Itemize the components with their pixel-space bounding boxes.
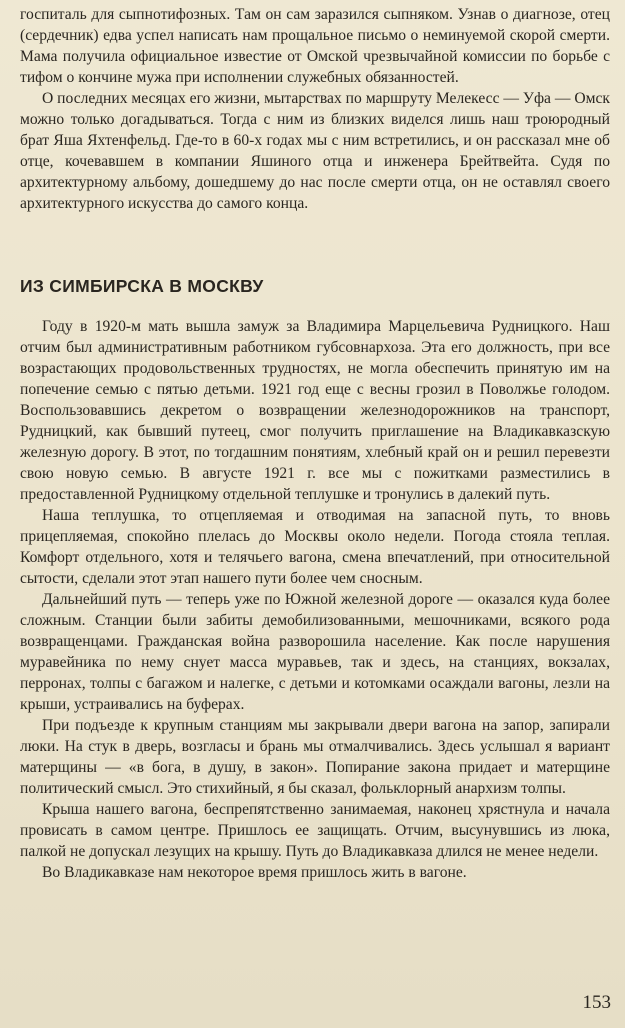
paragraph: Году в 1920-м мать вышла замуж за Владимира Марцельевича Рудницкого. Наш отчим был административным работником губсовнархоза. Эта его должность, при все возрастающих продовольственных трудностях, не могла обеспечить принятую им на попечение семью с пятью детьми. 1921 год еще с весны грозил в Поволжье голодом. Воспользовавшись декретом о возвращении железнодорожников на транспорт, Рудницкий, как бывший путеец, смог получить приглашение на Владикавказскую железную дорогу. В этот, по тогдашним понятиям, хлебный край он и решил перевезти свою новую семью. В августе 1921 г. все мы с пожитками разместились в предоставленной Рудницкому отдельной теплушке и тронулись в далекий путь. xyxy=(20,318,610,503)
paragraph: Крыша нашего вагона, беспрепятственно занимаемая, наконец хрястнула и начала провисать в самом центре. Пришлось ее защищать. Отчим, высунувшись из люка, палкой не допускал лезущих на крышу. Путь до Владикавказа длился не менее недели. xyxy=(20,801,610,860)
top-text-block xyxy=(20,4,610,214)
paragraph: О последних месяцах его жизни, мытарствах по маршруту Мелекесс — Уфа — Омск можно только догадываться. Тогда с ним из близких виделся лишь наш троюродный брат Яша Яхтенфельд. Где-то в 60-х годах мы с ним встретились, и он рассказал мне об отце, кочевавшем в компании Яшиного отца и инженера Брейтвейта. Судя по архитектурному альбому, дошедшему до нас после смерти отца, он не оставлял своего архитектурного искусства до самого конца. xyxy=(20,90,610,212)
paragraph: Дальнейший путь — теперь уже по Южной железной дороге — оказался куда более сложным. Станции были забиты демобилизованными, мешочниками, всякого рода возвращенцами. Гражданская война разворошила население. Как после нарушения муравейника по нему снует масса муравьев, так и здесь, на станциях, вокзалах, перронах, толпы с багажом и налегке, с детьми и котомками осаждали вагоны, лезли на крыши, устраивались на буферах. xyxy=(20,591,610,713)
page-number: 153 xyxy=(582,992,611,1013)
paragraph: Наша теплушка, то отцепляемая и отводимая на запасной путь, то вновь прицепляемая, спокойно плелась до Москвы около недели. Погода стояла теплая. Комфорт отдельного, хотя и телячьего вагона, смена впечатлений, при относительной сытости, сделали этот этап нашего пути более чем сносным. xyxy=(20,507,610,587)
paragraph: При подъезде к крупным станциям мы закрывали двери вагона на запор, запирали люки. На стук в дверь, возгласы и брань мы отмалчивались. Здесь услышал я вариант матерщины — «в бога, в душу, в закон». Попирание закона придает и матерщине политический смысл. Это стихийный, я бы сказал, фольклорный анархизм толпы. xyxy=(20,717,610,797)
paragraph: Во Владикавказе нам некоторое время пришлось жить в вагоне. xyxy=(42,864,467,881)
paragraph: госпиталь для сыпнотифозных. Там он сам заразился сыпняком. Узнав о диагнозе, отец (сердечник) едва успел написать нам прощальное письмо о неминуемой скорой смерти. Мама получила официальное известие от Омской чрезвычайной комиссии по борьбе с тифом о кончине мужа при исполнении служебных обязанностей. xyxy=(20,6,610,86)
section-text-block xyxy=(20,316,610,883)
section-heading: ИЗ СИМБИРСКА В МОСКВУ xyxy=(20,276,264,296)
